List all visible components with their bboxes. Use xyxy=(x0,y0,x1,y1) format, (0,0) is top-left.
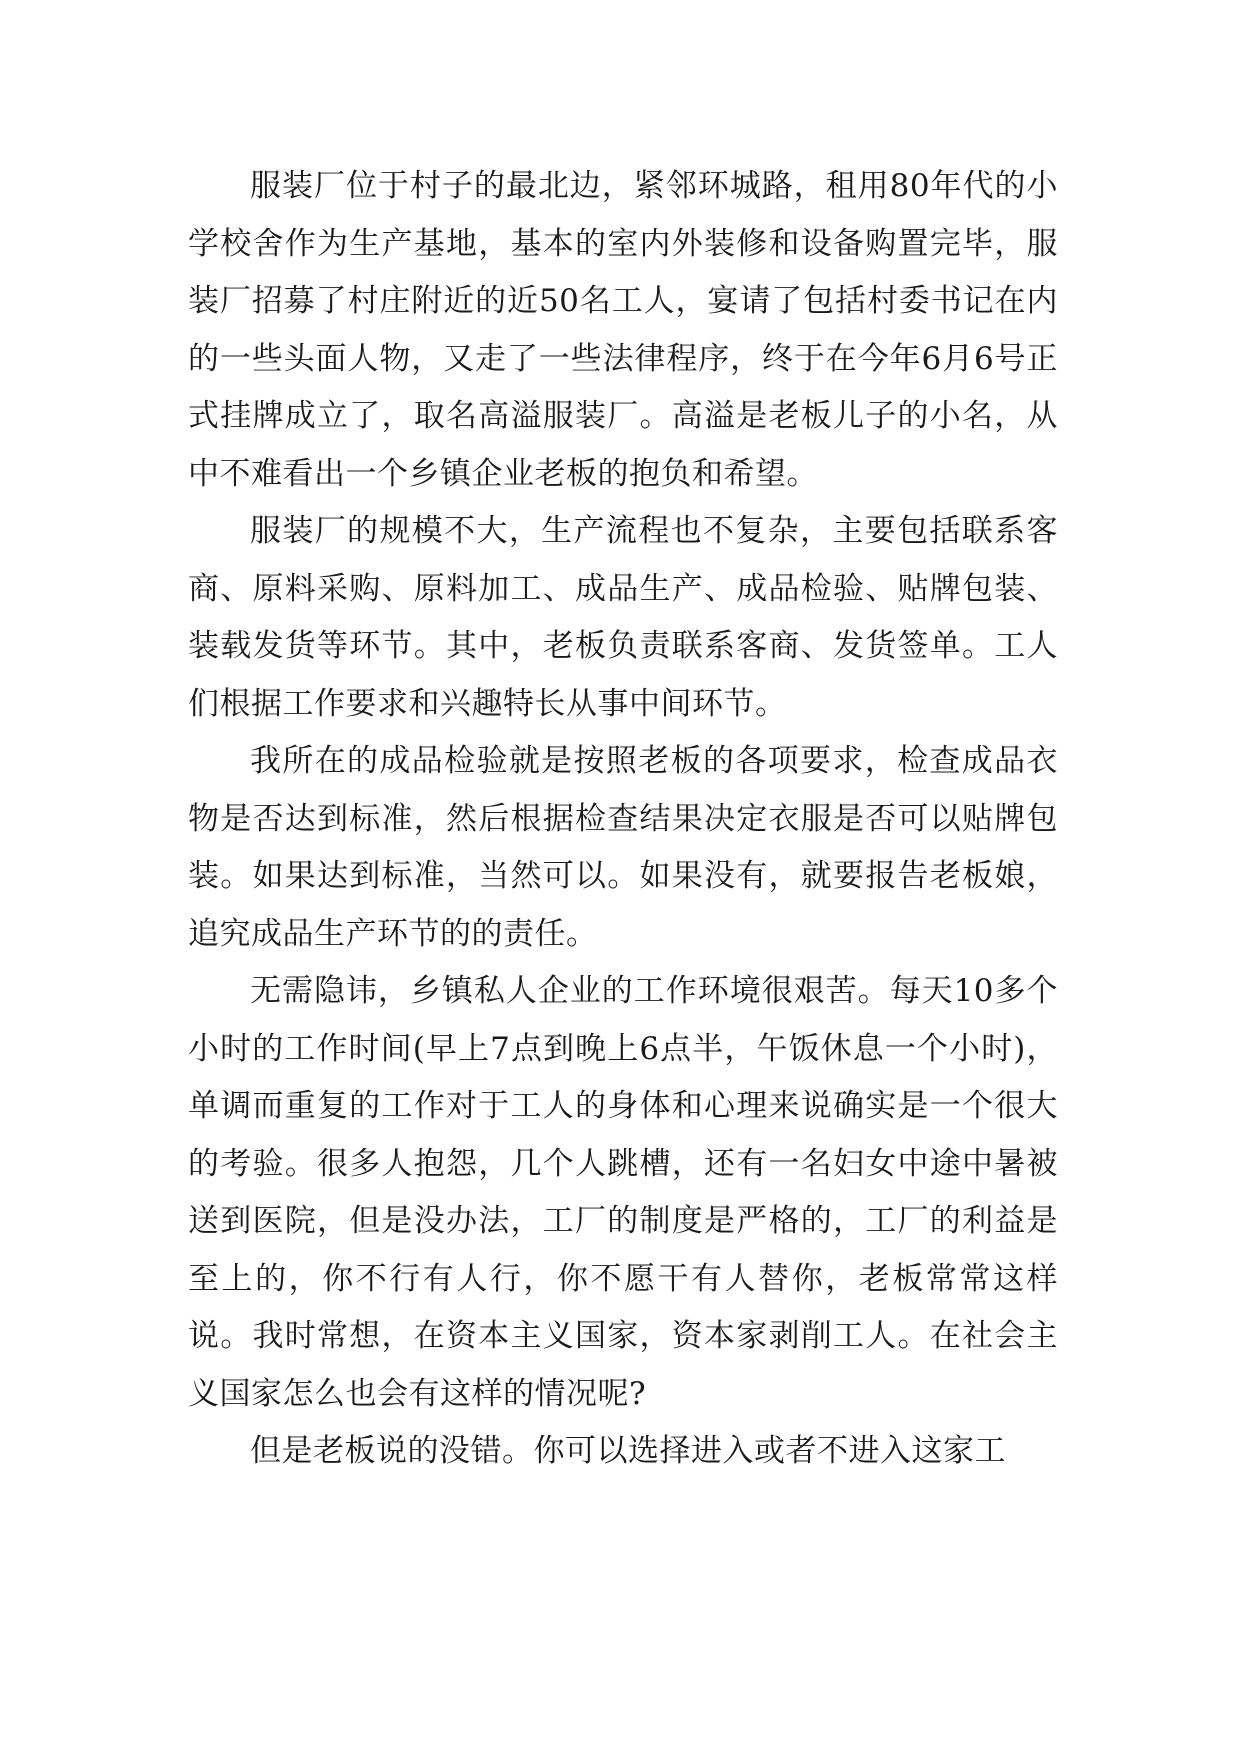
body-text xyxy=(188,158,1058,1481)
paragraph-production-process: 服装厂的规模不大，生产流程也不复杂，主要包括联系客商、原料采购、原料加工、成品生产、成品检验、贴牌包装、装载发货等环节。其中，老板负责联系客商、发货签单。工人们根据工作要求和兴趣特长从事中间环节。 xyxy=(188,513,1058,722)
paragraph-boss-was-right: 但是老板说的没错。你可以选择进入或者不进入这家工 xyxy=(250,1433,1006,1469)
paragraph-quality-inspection: 我所在的成品检验就是按照老板的各项要求，检查成品衣物是否达到标准，然后根据检查结果决定衣服是否可以贴牌包装。如果达到标准，当然可以。如果没有，就要报告老板娘，追究成品生产环节的的责任。 xyxy=(188,743,1058,952)
paragraph-factory-founding: 服装厂位于村子的最北边，紧邻环城路，租用80年代的小学校舍作为生产基地，基本的室内外装修和设备购置完毕，服装厂招募了村庄附近的近50名工人，宴请了包括村委书记在内的一些头面人物，又走了一些法律程序，终于在今年6月6号正式挂牌成立了，取名高溢服装厂。高溢是老板儿子的小名，从中不难看出一个乡镇企业老板的抱负和希望。 xyxy=(188,168,1058,492)
paragraph-working-conditions: 无需隐讳，乡镇私人企业的工作环境很艰苦。每天10多个小时的工作时间(早上7点到晚上6点半，午饭休息一个小时)，单调而重复的工作对于工人的身体和心理来说确实是一个很大的考验。很多人抱怨，几个人跳槽，还有一名妇女中途中暑被送到医院，但是没办法，工厂的制度是严格的，工厂的利益是至上的，你不行有人行，你不愿干有人替你，老板常常这样说。我时常想，在资本主义国家，资本家剥削工人。在社会主义国家怎么也会有这样的情况呢? xyxy=(188,973,1058,1412)
